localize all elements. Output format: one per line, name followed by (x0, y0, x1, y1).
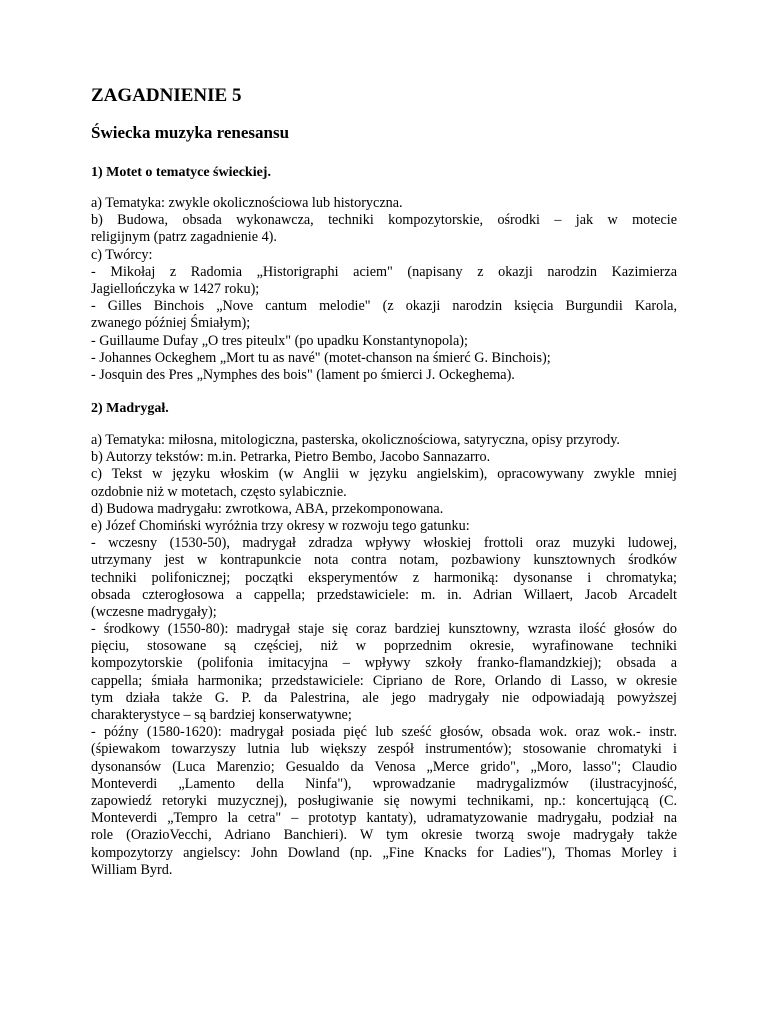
text-line: Jagiellończyka w 1427 roku); (91, 280, 260, 297)
text-line: c) Tekst w języku włoskim (w Anglii w języku angielskim), opracowywany zwykle mniej (91, 466, 677, 483)
text-line: - Josquin des Pres „Nymphes des bois" (lament po śmierci J. Ockeghema). (91, 366, 515, 383)
text-line: charakterystyce – są bardziej konserwatywne; (91, 707, 352, 723)
text-line: - Johannes Ockeghem „Mort tu as navé" (motet-chanson na śmierć G. Binchois); (91, 349, 551, 366)
text-line: ozdobnie niż w motetach, często sylabicznie. (91, 483, 347, 500)
text-line: William Byrd. (91, 861, 173, 878)
document-content (91, 84, 677, 878)
text-line: zapowiedź retoryki muzycznej), posługiwanie się nowymi technikami, np.: koncertującą (C. (91, 792, 677, 809)
section-2-heading: 2) Madrygał. (91, 401, 169, 416)
text-line: kompozytorskie (polifonia imitacyjna – wpływy szkoły franko-flamandzkiej); obsada a (91, 655, 677, 672)
text-line: e) Józef Chomiński wyróżnia trzy okresy w rozwoju tego gatunku: (91, 517, 470, 534)
document-subtitle: Świecka muzyka renesansu (91, 123, 290, 142)
text-line: - wczesny (1530-50), madrygał zdradza wpływy włoskiej frottoli oraz muzyki ludowej, (91, 535, 677, 552)
text-line: dysonansów (Luca Marenzio; Gesualdo da Venosa „Merce grido", „Moro, lasso"; Claudio (91, 758, 677, 775)
text-line: kompozytorzy angielscy: John Dowland (np. „Fine Knacks for Ladies"), Thomas Morley i (91, 844, 677, 861)
section-2-body (91, 432, 677, 879)
text-line: - środkowy (1550-80): madrygał staje się coraz bardziej kunsztowny, wzrasta ilość głosów do (91, 621, 677, 638)
text-line: c) Twórcy: (91, 246, 153, 263)
page-title: ZAGADNIENIE 5 (91, 85, 242, 106)
text-line: (śpiewakom towarzyszy lutnia lub większy zespół instrumentów); stosowanie chromatyki i (91, 741, 677, 758)
text-line: Monteverdi „Lamento della Ninfa"), wprowadzanie madrygalizmów (ilustracyjność, (91, 775, 677, 792)
text-line: pięciu, stosowane są częściej, niż w poprzednim okresie, wyrafinowane techniki (91, 638, 677, 655)
text-line: Monteverdi „Tempro la cetra" – prototyp kantaty), udramatyzowanie madrygału, podział na (91, 810, 677, 827)
section-1-heading: 1) Motet o tematyce świeckiej. (91, 165, 271, 180)
text-line: (wczesne madrygały); (91, 603, 217, 620)
text-line: techniki polifonicznej; początki eksperymentów z harmoniką: dysonanse i chromatyka; (91, 569, 677, 586)
section-1-body (91, 195, 677, 384)
text-line: obsada czterogłosowa a cappella; przedstawiciele: m. in. Adrian Willaert, Jacob Arcadelt (91, 586, 677, 603)
text-line: - Mikołaj z Radomia „Historigraphi aciem" (napisany z okazji narodzin Kazimierza (91, 263, 677, 280)
text-line: - Guillaume Dufay „O tres piteulx" (po upadku Konstantynopola); (91, 332, 468, 349)
text-line: - Gilles Binchois „Nove cantum melodie" (z okazji narodzin księcia Burgundii Karola, (91, 298, 677, 315)
text-line: a) Tematyka: miłosna, mitologiczna, pasterska, okolicznościowa, satyryczna, opisy przyrody. (91, 432, 620, 448)
text-line: b) Budowa, obsada wykonawcza, techniki kompozytorskie, ośrodki – jak w motecie (91, 212, 677, 229)
text-line: cappella; śmiała harmonika; przedstawiciele: Cipriano de Rore, Orlando di Lasso, w okresie (91, 672, 677, 689)
text-line: zwanego później Śmiałym); (91, 315, 251, 332)
text-line: role (OrazioVecchi, Adriano Banchieri). W tym okresie tworzą swoje madrygały także (91, 827, 677, 844)
text-line: utrzymany jest w kontrapunkcie nota contra notam, pozbawiony kunsztownych środków (91, 552, 677, 569)
text-line: a) Tematyka: zwykle okolicznościowa lub historyczna. (91, 195, 403, 211)
text-line: d) Budowa madrygału: zwrotkowa, ABA, przekomponowana. (91, 500, 444, 517)
text-line: religijnym (patrz zagadnienie 4). (91, 229, 277, 246)
text-line: b) Autorzy tekstów: m.in. Petrarka, Pietro Bembo, Jacobo Sannazarro. (91, 449, 491, 466)
text-line: - późny (1580-1620): madrygał posiada pięć lub sześć głosów, obsada wok. oraz wok.- instr. (91, 724, 677, 741)
text-line: tym działa także G. P. da Palestrina, ale jego madrygały nie odpowiadają powyższej (91, 689, 677, 706)
